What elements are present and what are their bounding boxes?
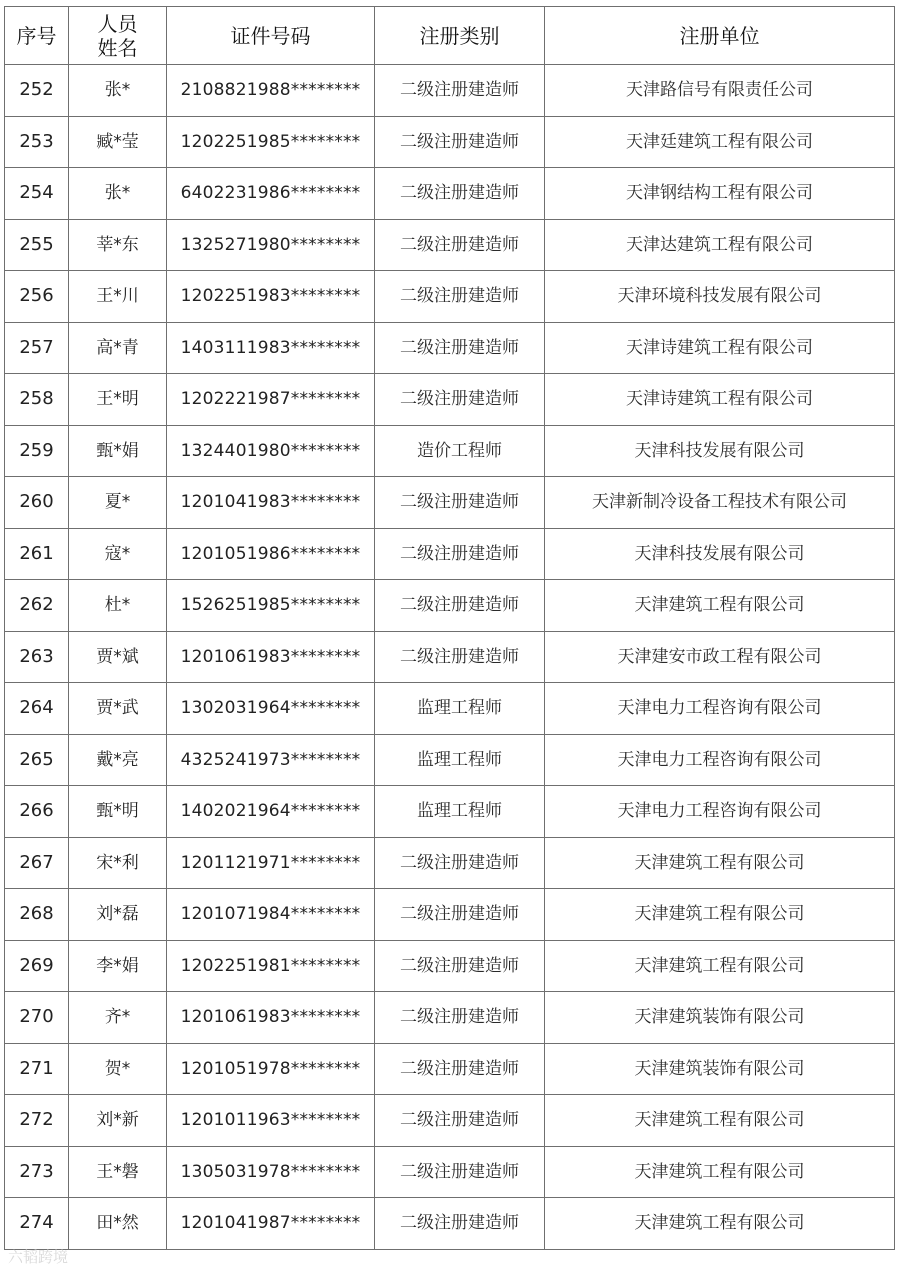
name-cell: 王*明 [69, 374, 167, 426]
name-cell: 甄*娟 [69, 425, 167, 477]
id-number-cell: 1201071984******** [167, 889, 375, 941]
id-number-cell: 1201011963******** [167, 1095, 375, 1147]
serial-cell: 266 [5, 786, 69, 838]
id-number-cell: 1402021964******** [167, 786, 375, 838]
name-cell: 戴*亮 [69, 734, 167, 786]
registration-type-cell: 二级注册建造师 [375, 940, 545, 992]
registration-type-cell: 二级注册建造师 [375, 271, 545, 323]
table-row [5, 219, 895, 271]
serial-cell: 259 [5, 425, 69, 477]
name-cell: 刘*新 [69, 1095, 167, 1147]
table-row [5, 271, 895, 323]
id-number-cell: 6402231986******** [167, 168, 375, 220]
registered-unit-cell: 天津建筑工程有限公司 [545, 580, 895, 632]
table-row [5, 1095, 895, 1147]
name-cell: 夏* [69, 477, 167, 529]
registered-unit-cell: 天津环境科技发展有限公司 [545, 271, 895, 323]
registered-unit-cell: 天津建筑装饰有限公司 [545, 1043, 895, 1095]
header-row [5, 7, 895, 65]
name-cell: 王*川 [69, 271, 167, 323]
name-cell: 臧*莹 [69, 116, 167, 168]
id-number-cell: 1201061983******** [167, 631, 375, 683]
registration-type-cell: 二级注册建造师 [375, 1198, 545, 1250]
registration-type-cell: 造价工程师 [375, 425, 545, 477]
id-number-cell: 1202251985******** [167, 116, 375, 168]
name-cell: 张* [69, 168, 167, 220]
registered-unit-cell: 天津建筑工程有限公司 [545, 837, 895, 889]
id-number-cell: 1201041983******** [167, 477, 375, 529]
header-registered-unit: 注册单位 [545, 7, 895, 65]
table-row [5, 374, 895, 426]
id-number-cell: 1201061983******** [167, 992, 375, 1044]
registration-type-cell: 监理工程师 [375, 734, 545, 786]
table-row [5, 116, 895, 168]
registered-unit-cell: 天津科技发展有限公司 [545, 425, 895, 477]
id-number-cell: 1201121971******** [167, 837, 375, 889]
serial-cell: 271 [5, 1043, 69, 1095]
registration-type-cell: 二级注册建造师 [375, 374, 545, 426]
serial-cell: 269 [5, 940, 69, 992]
id-number-cell: 1403111983******** [167, 322, 375, 374]
name-cell: 杜* [69, 580, 167, 632]
registration-type-cell: 二级注册建造师 [375, 889, 545, 941]
registration-type-cell: 二级注册建造师 [375, 837, 545, 889]
table-row [5, 322, 895, 374]
serial-cell: 263 [5, 631, 69, 683]
registration-type-cell: 二级注册建造师 [375, 580, 545, 632]
serial-cell: 257 [5, 322, 69, 374]
header-registration-type: 注册类别 [375, 7, 545, 65]
header-name: 人员姓名 [69, 7, 167, 65]
table-body [5, 65, 895, 1250]
registration-type-cell: 二级注册建造师 [375, 322, 545, 374]
serial-cell: 254 [5, 168, 69, 220]
serial-cell: 274 [5, 1198, 69, 1250]
header-id-number: 证件号码 [167, 7, 375, 65]
registration-type-cell: 二级注册建造师 [375, 65, 545, 117]
registered-unit-cell: 天津电力工程咨询有限公司 [545, 683, 895, 735]
registered-unit-cell: 天津建筑工程有限公司 [545, 940, 895, 992]
registered-unit-cell: 天津诗建筑工程有限公司 [545, 374, 895, 426]
serial-cell: 270 [5, 992, 69, 1044]
table-row [5, 631, 895, 683]
table-row [5, 992, 895, 1044]
name-cell: 李*娟 [69, 940, 167, 992]
table-row [5, 940, 895, 992]
registered-unit-cell: 天津钢结构工程有限公司 [545, 168, 895, 220]
id-number-cell: 1201041987******** [167, 1198, 375, 1250]
id-number-cell: 1305031978******** [167, 1146, 375, 1198]
serial-cell: 265 [5, 734, 69, 786]
id-number-cell: 1202221987******** [167, 374, 375, 426]
registered-unit-cell: 天津新制冷设备工程技术有限公司 [545, 477, 895, 529]
name-cell: 贾*武 [69, 683, 167, 735]
id-number-cell: 1302031964******** [167, 683, 375, 735]
name-cell: 王*磐 [69, 1146, 167, 1198]
registered-unit-cell: 天津电力工程咨询有限公司 [545, 734, 895, 786]
id-number-cell: 1526251985******** [167, 580, 375, 632]
registration-type-cell: 二级注册建造师 [375, 219, 545, 271]
registered-unit-cell: 天津路信号有限责任公司 [545, 65, 895, 117]
serial-cell: 261 [5, 528, 69, 580]
registration-type-cell: 二级注册建造师 [375, 477, 545, 529]
table-row [5, 1198, 895, 1250]
id-number-cell: 2108821988******** [167, 65, 375, 117]
table-row [5, 477, 895, 529]
serial-cell: 252 [5, 65, 69, 117]
registration-type-cell: 二级注册建造师 [375, 528, 545, 580]
registration-table [4, 6, 895, 1250]
registration-type-cell: 二级注册建造师 [375, 168, 545, 220]
name-cell: 高*青 [69, 322, 167, 374]
table-row [5, 1043, 895, 1095]
registered-unit-cell: 天津建筑装饰有限公司 [545, 992, 895, 1044]
registration-type-cell: 二级注册建造师 [375, 992, 545, 1044]
registration-type-cell: 二级注册建造师 [375, 1043, 545, 1095]
serial-cell: 262 [5, 580, 69, 632]
name-cell: 田*然 [69, 1198, 167, 1250]
table-row [5, 786, 895, 838]
registered-unit-cell: 天津建筑工程有限公司 [545, 1095, 895, 1147]
registered-unit-cell: 天津达建筑工程有限公司 [545, 219, 895, 271]
watermark: 六韬跨境 [8, 1248, 69, 1266]
id-number-cell: 1201051986******** [167, 528, 375, 580]
name-cell: 刘*磊 [69, 889, 167, 941]
registered-unit-cell: 天津诗建筑工程有限公司 [545, 322, 895, 374]
registered-unit-cell: 天津建筑工程有限公司 [545, 1146, 895, 1198]
registered-unit-cell: 天津建筑工程有限公司 [545, 889, 895, 941]
registration-type-cell: 监理工程师 [375, 786, 545, 838]
serial-cell: 256 [5, 271, 69, 323]
table-row [5, 837, 895, 889]
table-row [5, 528, 895, 580]
name-cell: 贺* [69, 1043, 167, 1095]
table-row [5, 65, 895, 117]
id-number-cell: 1202251981******** [167, 940, 375, 992]
id-number-cell: 1202251983******** [167, 271, 375, 323]
name-cell: 张* [69, 65, 167, 117]
registration-type-cell: 二级注册建造师 [375, 1095, 545, 1147]
name-cell: 甄*明 [69, 786, 167, 838]
table-row [5, 683, 895, 735]
registration-type-cell: 二级注册建造师 [375, 116, 545, 168]
id-number-cell: 1325271980******** [167, 219, 375, 271]
serial-cell: 253 [5, 116, 69, 168]
registration-type-cell: 二级注册建造师 [375, 631, 545, 683]
id-number-cell: 1324401980******** [167, 425, 375, 477]
table-row [5, 889, 895, 941]
header-serial: 序号 [5, 7, 69, 65]
table-row [5, 734, 895, 786]
name-cell: 齐* [69, 992, 167, 1044]
registered-unit-cell: 天津廷建筑工程有限公司 [545, 116, 895, 168]
table-row [5, 168, 895, 220]
table-row [5, 1146, 895, 1198]
registered-unit-cell: 天津科技发展有限公司 [545, 528, 895, 580]
serial-cell: 264 [5, 683, 69, 735]
table-row [5, 425, 895, 477]
name-cell: 贾*斌 [69, 631, 167, 683]
registration-type-cell: 监理工程师 [375, 683, 545, 735]
serial-cell: 267 [5, 837, 69, 889]
serial-cell: 272 [5, 1095, 69, 1147]
name-cell: 宋*利 [69, 837, 167, 889]
id-number-cell: 4325241973******** [167, 734, 375, 786]
name-cell: 莘*东 [69, 219, 167, 271]
serial-cell: 260 [5, 477, 69, 529]
registered-unit-cell: 天津建安市政工程有限公司 [545, 631, 895, 683]
serial-cell: 273 [5, 1146, 69, 1198]
serial-cell: 268 [5, 889, 69, 941]
serial-cell: 258 [5, 374, 69, 426]
registration-type-cell: 二级注册建造师 [375, 1146, 545, 1198]
name-cell: 寇* [69, 528, 167, 580]
id-number-cell: 1201051978******** [167, 1043, 375, 1095]
registered-unit-cell: 天津电力工程咨询有限公司 [545, 786, 895, 838]
registered-unit-cell: 天津建筑工程有限公司 [545, 1198, 895, 1250]
table-row [5, 580, 895, 632]
serial-cell: 255 [5, 219, 69, 271]
